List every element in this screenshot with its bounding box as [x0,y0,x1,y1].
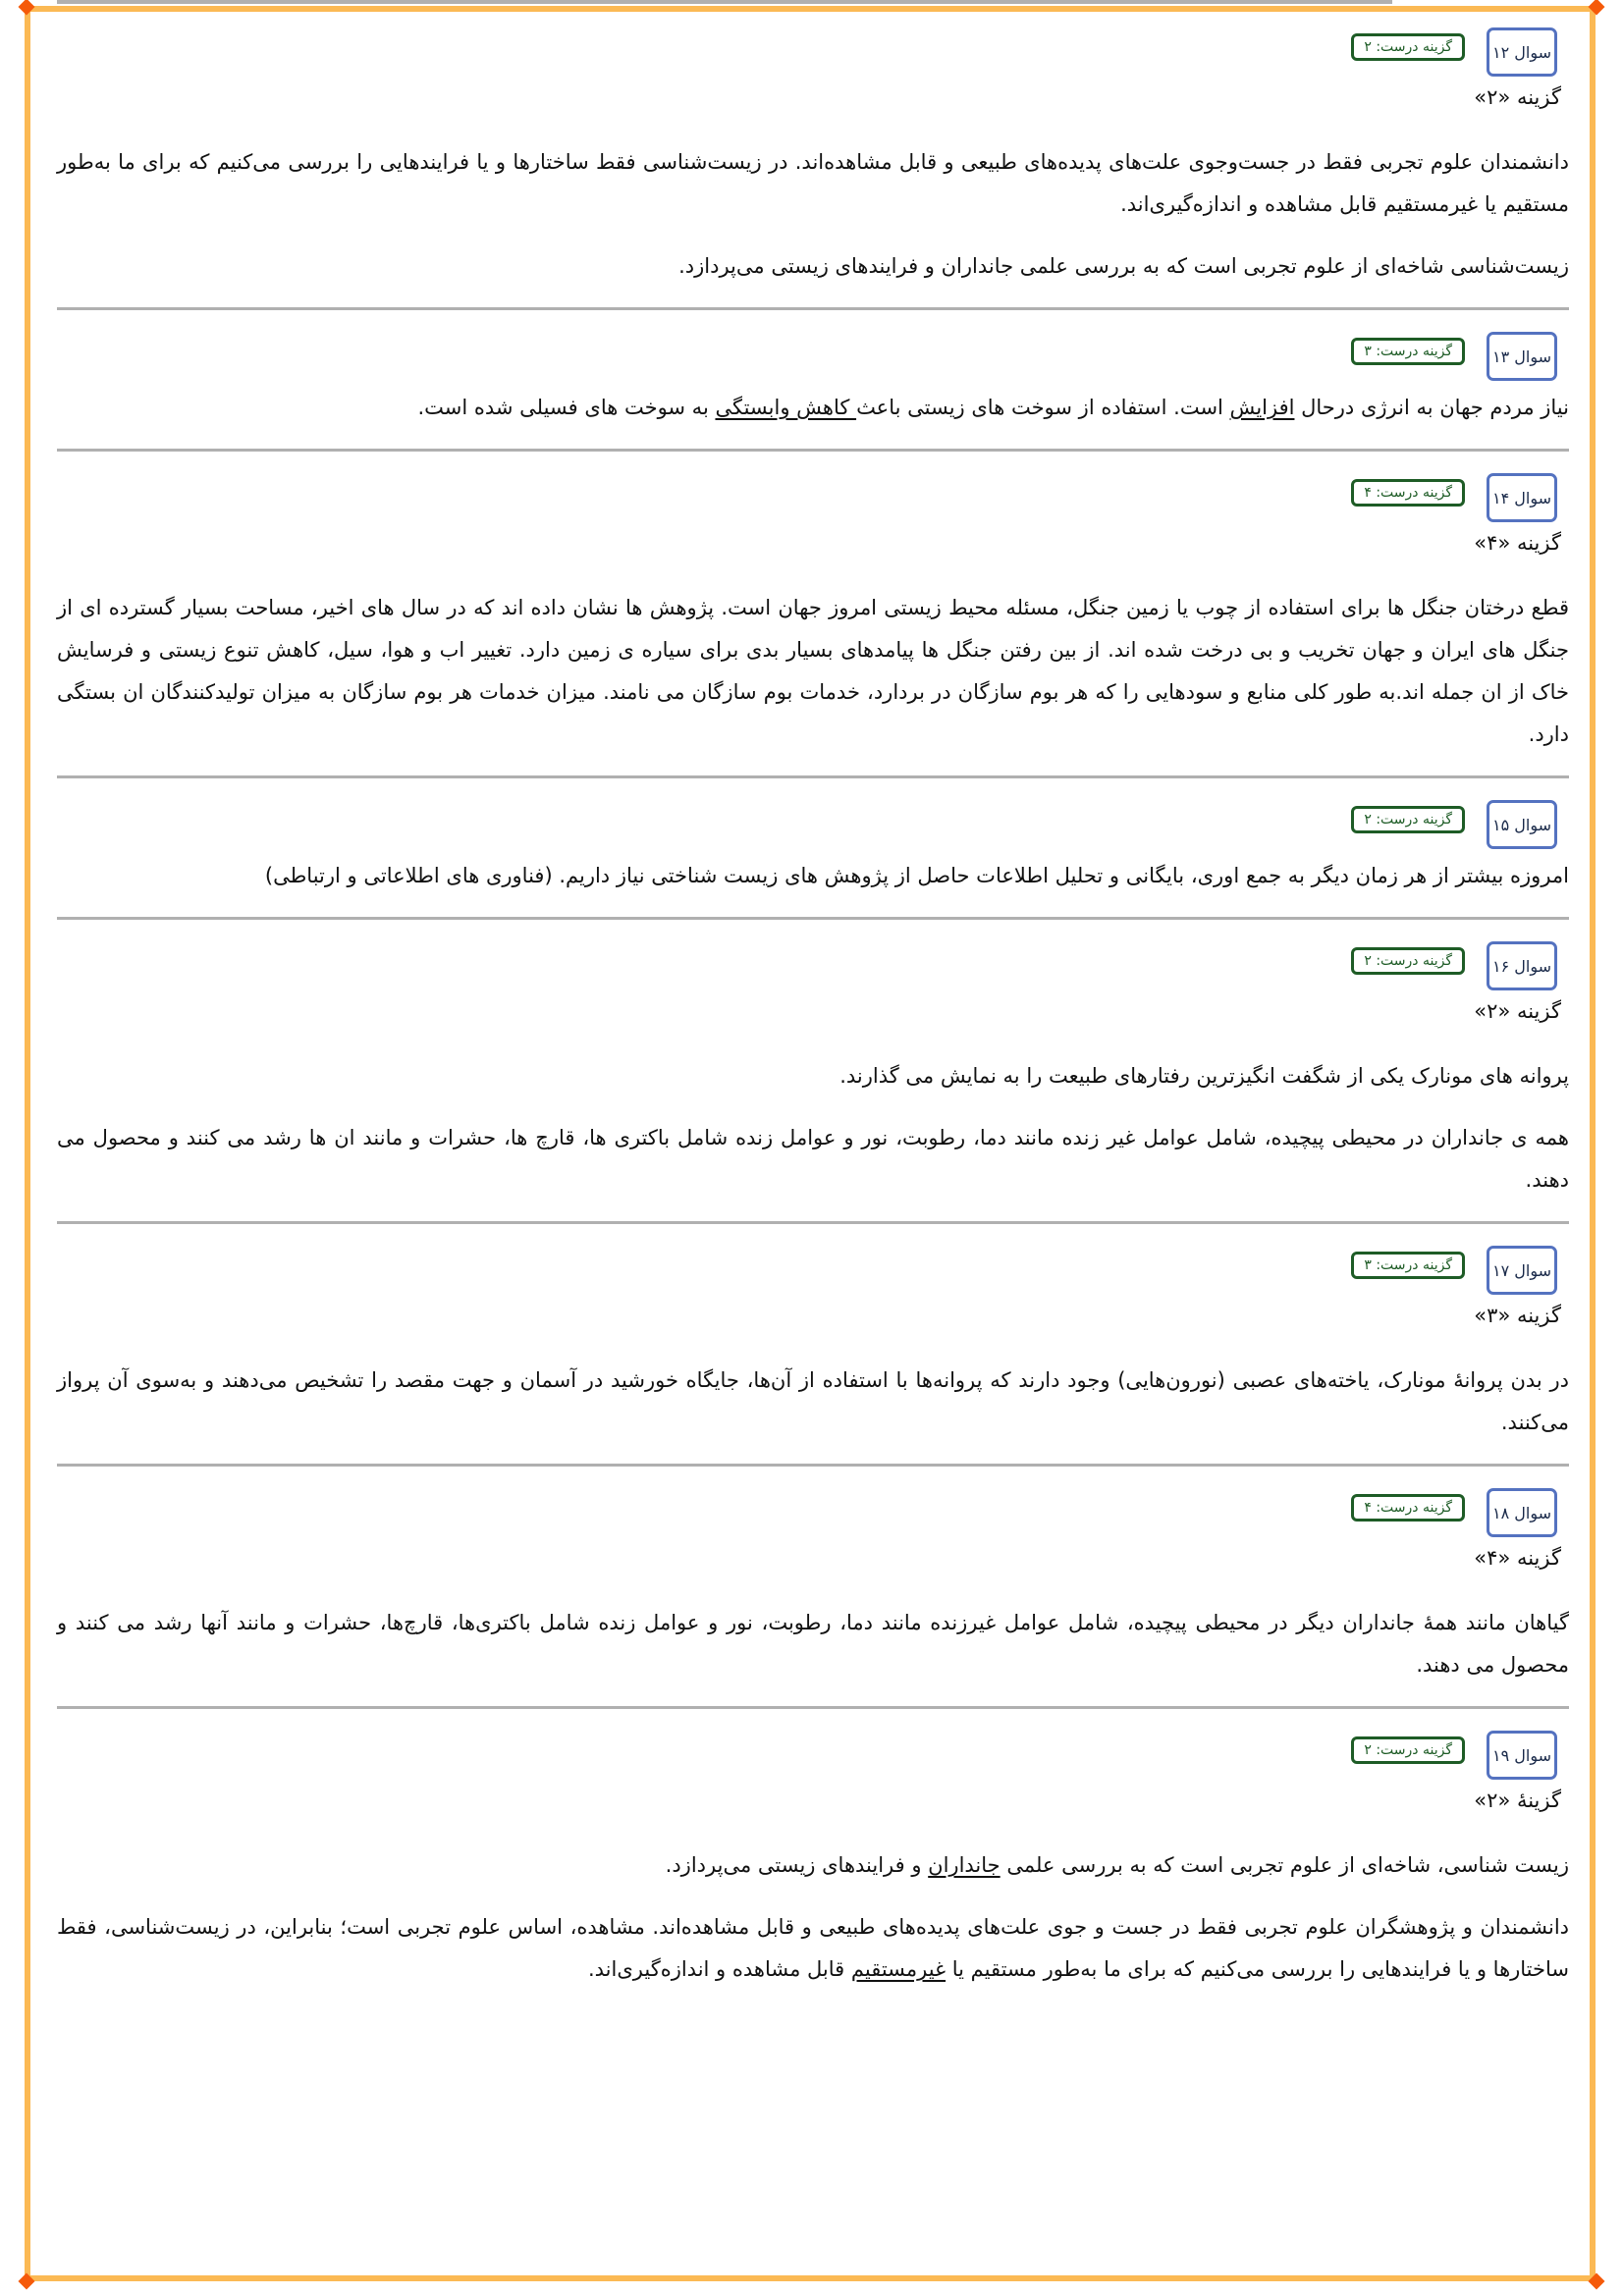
text-span: به سوخت های فسیلی شده است. [417,396,716,419]
question-number-badge: سوال ۱۲ [1487,27,1557,77]
text-span: دانشمندان و پژوهشگران علوم تجربی فقط در جست و جوی علت‌های پدیده‌های طبیعی و قابل مشاهده‌اند. مشاهده، اساس علوم تجربی است؛ بنابراین، در زیست‌شناسی، فقط ساختارها و یا فرایندهایی را بررسی می‌کنیم که برای ما به‌طور مستقیم یا [57,1915,1569,1981]
question-14 [57,473,1569,756]
correct-answer-badge: گزینه درست: ۲ [1351,33,1465,61]
correct-answer-badge: گزینه درست: ۴ [1351,479,1465,507]
option-label: گزینه «۲» [1474,85,1561,109]
option-label: گزینه «۲» [1474,999,1561,1023]
underlined-term: کاهش وابستگی [715,396,857,419]
question-number-badge: سوال ۱۷ [1487,1246,1557,1295]
top-gray-bar [57,0,1392,4]
underlined-term: جانداران [928,1853,1001,1877]
question-15 [57,800,1569,897]
explanation-paragraph [57,387,1569,429]
option-label: گزینۀ «۲» [1474,1789,1561,1812]
question-17 [57,1246,1569,1444]
explanation-paragraph: دانشمندان علوم تجربی فقط در جست‌وجوی علت‌های پدیده‌های طبیعی و قابل مشاهده‌اند. در زیست‌شناسی فقط ساختارها و یا فرایندهایی را بررسی می‌کنیم که برای ما به‌طور مستقیم یا غیرمستقیم قابل مشاهده و اندازه‌گیری‌اند. [57,150,1569,216]
explanation-paragraph: گیاهان مانند همۀ جانداران دیگر در محیطی پیچیده، شامل عوامل غیرزنده مانند دما، رطوبت، نور و عوامل زنده شامل باکتری‌ها، قارچ‌ها، حشرات و مانند آنها رشد می کنند و محصول می دهند. [57,1611,1569,1677]
correct-answer-badge: گزینه درست: ۲ [1351,947,1465,975]
correct-answer-badge: گزینه درست: ۳ [1351,338,1465,365]
question-number-badge: سوال ۱۸ [1487,1488,1557,1537]
question-number-badge: سوال ۱۹ [1487,1731,1557,1780]
text-span: است. استفاده از سوخت های زیستی باعث [856,396,1230,419]
divider [57,1706,1569,1709]
explanation-paragraph: همه ی جانداران در محیطی پیچیده، شامل عوامل غیر زنده مانند دما، رطوبت، نور و عوامل زنده شامل باکتری ها، قارچ ها، حشرات و مانند ان ها رشد می کنند و محصول می دهند. [57,1126,1569,1192]
divider [57,307,1569,310]
correct-answer-badge: گزینه درست: ۲ [1351,1736,1465,1764]
divider [57,1464,1569,1467]
explanation-paragraph: قطع درختان جنگل ها برای استفاده از چوب یا زمین جنگل، مسئله محیط زیستی امروز جهان است. پژوهش ها نشان داده اند که در سال های اخیر، مساحت بسیار گسترده ای از جنگل های ایران و جهان تخریب و بی درخت شده اند. از بین رفتن جنگل ها پیامدهای بسیار بدی برای سیاره ی زمین دارد. تغییر اب و هوا، سیل، کاهش تنوع زیستی و فرسایش خاک از ان جمله اند.به طور کلی منابع و سودهایی را که هر بوم سازگان در بردارد، خدمات بوم سازگان می نامند. میزان خدمات هر بوم سازگان به میزان تولیدکنندگان ان بستگی دارد. [57,596,1569,746]
question-19 [57,1731,1569,1991]
explanation-paragraph [57,1906,1569,1991]
divider [57,775,1569,778]
divider [57,1221,1569,1224]
question-number-badge: سوال ۱۶ [1487,941,1557,990]
text-span: نیاز مردم جهان به انرژی درحال [1294,396,1569,419]
underlined-term: افزایش [1229,396,1295,419]
correct-answer-badge: گزینه درست: ۴ [1351,1494,1465,1522]
divider [57,917,1569,920]
question-12 [57,27,1569,288]
question-16 [57,941,1569,1201]
text-span: و فرایندهای زیستی می‌پردازد. [665,1853,929,1877]
correct-answer-badge: گزینه درست: ۲ [1351,806,1465,833]
explanation-paragraph: امروزه بیشتر از هر زمان دیگر به جمع اوری، بایگانی و تحلیل اطلاعات حاصل از پژوهش های زیست شناختی نیاز داریم. (فناوری های اطلاعاتی و ارتباطی) [264,864,1569,887]
divider [57,449,1569,452]
question-13 [57,332,1569,429]
question-18 [57,1488,1569,1686]
explanation-paragraph [57,1844,1569,1887]
option-label: گزینه «۴» [1474,531,1561,555]
question-number-badge: سوال ۱۳ [1487,332,1557,381]
explanation-paragraph: پروانه های مونارک یکی از شگفت انگیزترین رفتارهای طبیعت را به نمایش می گذارند. [839,1064,1569,1088]
answer-key-content [57,27,1569,1991]
explanation-paragraph: در بدن پروانۀ مونارک، یاخته‌های عصبی (نورون‌هایی) وجود دارند که پروانه‌ها با استفاده از آن‌ها، جایگاه خورشید در آسمان و جهت مقصد را تشخیص می‌دهند و به‌سوی آن پرواز می‌کنند. [57,1368,1569,1434]
question-number-badge: سوال ۱۵ [1487,800,1557,849]
underlined-term: غیرمستقیم [850,1957,947,1981]
explanation-paragraph: زیست‌شناسی شاخه‌ای از علوم تجربی است که به بررسی علمی جانداران و فرایندهای زیستی می‌پردازد. [678,254,1569,278]
text-span: قابل مشاهده و اندازه‌گیری‌اند. [587,1957,851,1981]
option-label: گزینه «۴» [1474,1546,1561,1570]
text-span: زیست شناسی، شاخه‌ای از علوم تجربی است که به بررسی علمی [1000,1853,1569,1877]
option-label: گزینه «۳» [1474,1304,1561,1327]
correct-answer-badge: گزینه درست: ۳ [1351,1252,1465,1279]
question-number-badge: سوال ۱۴ [1487,473,1557,522]
